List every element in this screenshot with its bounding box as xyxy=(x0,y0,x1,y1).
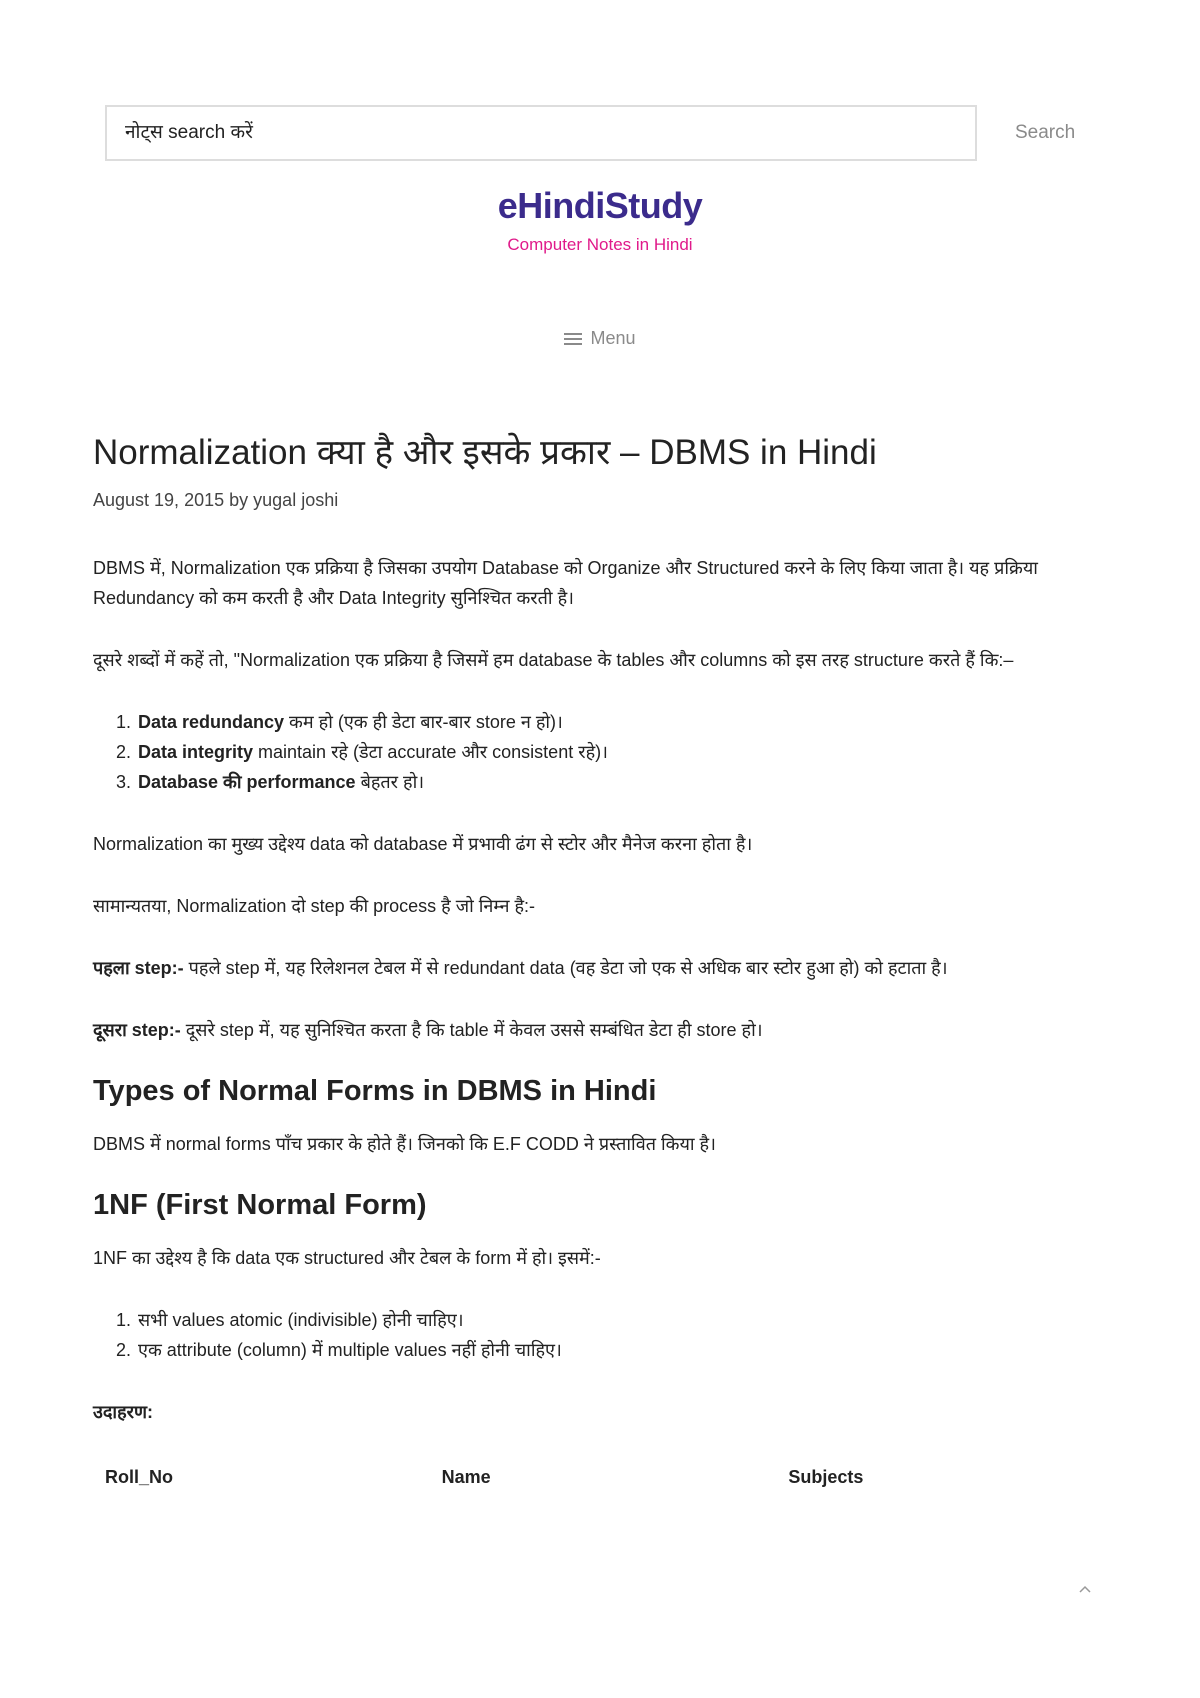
types-heading: Types of Normal Forms in DBMS in Hindi xyxy=(93,1075,657,1107)
back-to-top-button[interactable] xyxy=(1078,1582,1092,1596)
table-header-row xyxy=(93,1457,1113,1497)
search-button[interactable]: Search xyxy=(1015,105,1105,161)
chevron-up-icon xyxy=(1078,1582,1092,1596)
search-form xyxy=(105,105,1105,163)
types-paragraph: DBMS में normal forms पाँच प्रकार के होते हैं। जिनको कि E.F CODD ने प्रस्तावित किया है। xyxy=(93,1134,716,1154)
definition-paragraph: दूसरे शब्दों में कहें तो, "Normalization एक प्रक्रिया है जिसमें हम database के tables और columns को इस तरह structure करते हैं कि:– xyxy=(93,650,1014,670)
step-1-paragraph: पहला step:- पहले step में, यह रिलेशनल टेबल में से redundant data (वह डेटा जो एक से अधिक बार स्टोर हुआ हो) को हटाता है। xyxy=(93,958,948,978)
table-header-cell: Name xyxy=(441,1467,491,1487)
step-1-label: पहला step:- xyxy=(93,958,184,978)
step-2-paragraph: दूसरा step:- दूसरे step में, यह सुनिश्चित करता है कि table में केवल उससे सम्बंधित डेटा ही store हो। xyxy=(93,1020,763,1040)
hamburger-icon xyxy=(564,333,582,345)
menu-toggle[interactable] xyxy=(0,328,1200,349)
article xyxy=(93,430,1113,1497)
table-header-cell: Roll_No xyxy=(105,1467,174,1487)
list-item: 3. Database की performance बेहतर हो। xyxy=(136,767,1113,797)
post-meta xyxy=(93,490,1113,511)
list-item: 2. एक attribute (column) में multiple values नहीं होनी चाहिए। xyxy=(136,1335,1113,1365)
site-tagline: Computer Notes in Hindi xyxy=(507,235,693,254)
list-item: 1. Data redundancy कम हो (एक ही डेटा बार-बार store न हो)। xyxy=(136,707,1113,737)
step-2-label: दूसरा step:- xyxy=(93,1020,181,1040)
steps-intro-paragraph: सामान्यतया, Normalization दो step की process है जो निम्न है:- xyxy=(93,896,536,916)
1nf-paragraph: 1NF का उद्देश्य है कि data एक structured और टेबल के form में हो। इसमें:- xyxy=(93,1248,601,1268)
search-input[interactable]: नोट्स search करें xyxy=(105,105,977,161)
list-item: 1. सभी values atomic (indivisible) होनी चाहिए। xyxy=(136,1305,1113,1335)
menu-label: Menu xyxy=(590,328,636,348)
post-date[interactable]: August 19, 2015 xyxy=(93,490,225,510)
purpose-paragraph: Normalization का मुख्य उद्देश्य data को database में प्रभावी ढंग से स्टोर और मैनेज करना होता है। xyxy=(93,834,753,854)
example-label: उदाहरण: xyxy=(93,1402,154,1422)
post-by: by xyxy=(229,490,249,510)
1nf-heading: 1NF (First Normal Form) xyxy=(93,1189,427,1221)
list-item: 2. Data integrity maintain रहे (डेटा accurate और consistent रहे)। xyxy=(136,737,1113,767)
post-title: Normalization क्या है और इसके प्रकार – DBMS in Hindi xyxy=(93,433,877,472)
1nf-rules-list xyxy=(93,1305,1113,1365)
example-table xyxy=(93,1457,1113,1497)
intro-paragraph: DBMS में, Normalization एक प्रक्रिया है जिसका उपयोग Database को Organize और Structured करने के लिए किया जाता है। यह प्रक्रिया Redundancy को कम करती है और Data Integrity सुनिश्चित करती है। xyxy=(93,558,1038,608)
site-title[interactable]: eHindiStudy xyxy=(497,185,703,226)
post-author[interactable]: yugal joshi xyxy=(253,490,339,510)
goals-list xyxy=(93,707,1113,797)
table-header-cell: Subjects xyxy=(788,1467,864,1487)
